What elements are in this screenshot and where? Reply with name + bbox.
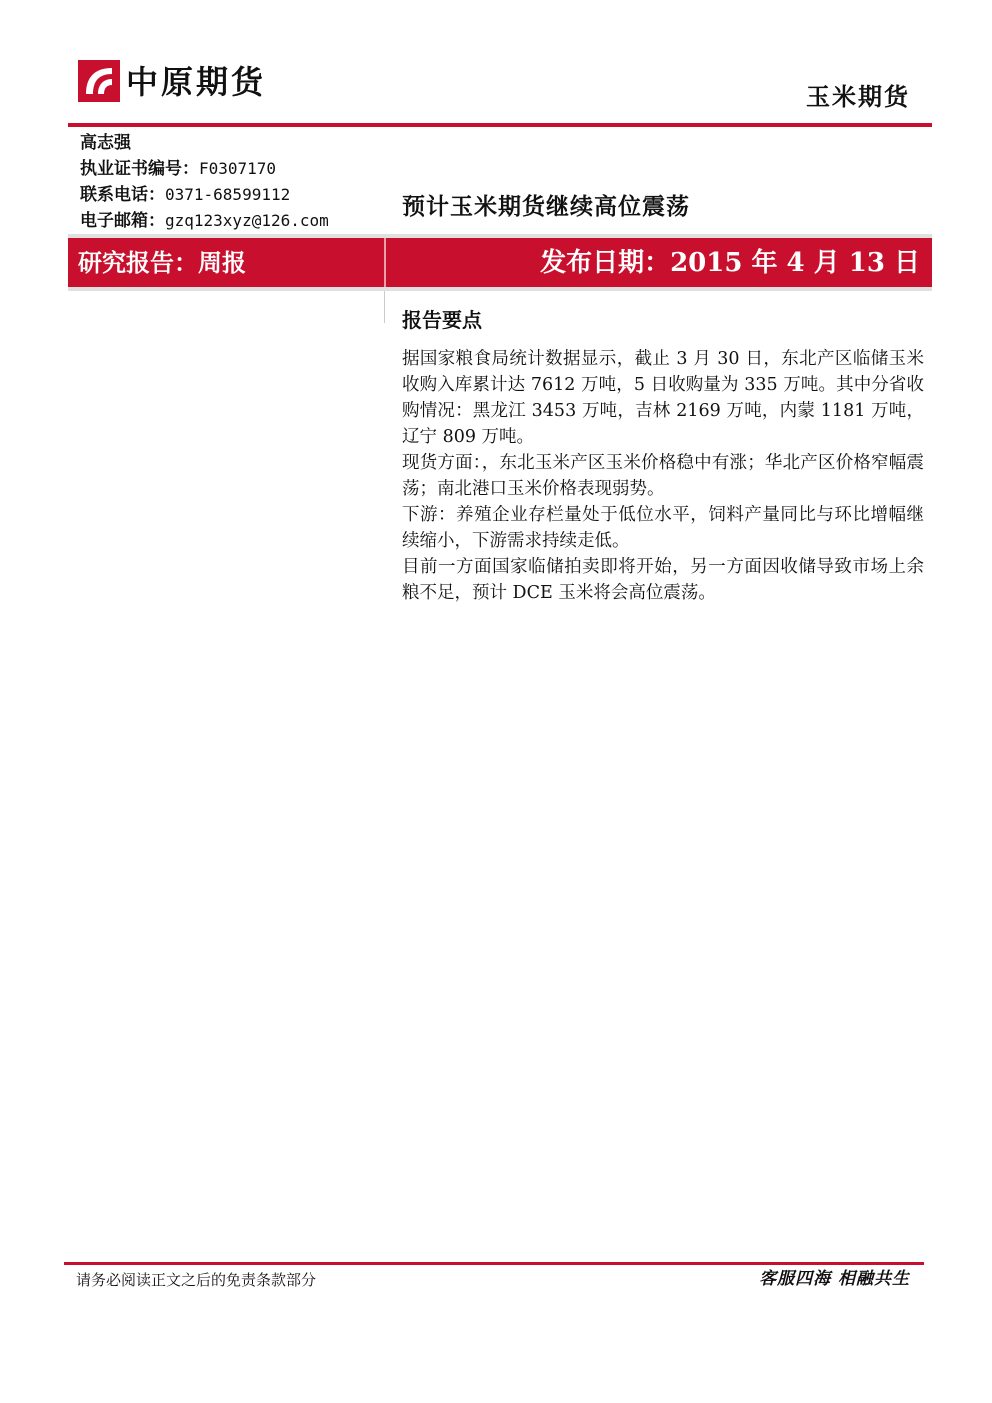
section-heading: 报告要点: [402, 308, 482, 332]
email-value[interactable]: gzq123xyz@126.com: [165, 211, 329, 230]
cert-label: 执业证书编号：: [80, 159, 199, 179]
footer-rule: [64, 1262, 924, 1265]
column-divider: [384, 291, 385, 323]
author-block: [80, 130, 329, 234]
email-label: 电子邮箱：: [80, 211, 165, 231]
phone-value: 0371-68599112: [165, 185, 291, 204]
top-rule: [68, 123, 932, 127]
cert-line: [80, 156, 329, 182]
publish-date: 发布日期：2015 年 4 月 13 日: [540, 248, 920, 278]
report-category: 玉米期货: [806, 82, 910, 111]
email-line: [80, 208, 329, 234]
report-banner: [68, 234, 932, 291]
logo-mark-icon: [78, 60, 120, 102]
author-name: 高志强: [80, 133, 131, 153]
report-type: 研究报告：周报: [78, 249, 246, 277]
footer-slogan: 客服四海 相融共生: [759, 1269, 910, 1289]
paragraph: 据国家粮食局统计数据显示，截止 3 月 30 日，东北产区临储玉米收购入库累计达 7612 万吨，5 日收购量为 335 万吨。其中分省收购情况：黑龙江 3453 万吨，吉林 2169 万吨，内蒙 1181 万吨，辽宁 809 万吨。: [402, 349, 924, 447]
paragraph: 目前一方面国家临储拍卖即将开始，另一方面因收储导致市场上余粮不足，预计 DCE 玉米将会高位震荡。: [402, 557, 924, 603]
phone-label: 联系电话：: [80, 185, 165, 205]
report-title: 预计玉米期货继续高位震荡: [402, 193, 690, 220]
company-logo: [78, 60, 298, 104]
company-name: 中原期货: [126, 63, 267, 101]
footer-disclaimer: 请务必阅读正文之后的免责条款部分: [76, 1271, 317, 1289]
paragraph: 现货方面：，东北玉米产区玉米价格稳中有涨；华北产区价格窄幅震荡；南北港口玉米价格表现弱势。: [402, 453, 924, 499]
banner-divider: [384, 238, 386, 287]
phone-line: [80, 182, 329, 208]
paragraph: 下游：养殖企业存栏量处于低位水平，饲料产量同比与环比增幅继续缩小，下游需求持续走低。: [402, 505, 924, 551]
cert-value: F0307170: [199, 159, 277, 178]
report-body: [402, 346, 924, 606]
